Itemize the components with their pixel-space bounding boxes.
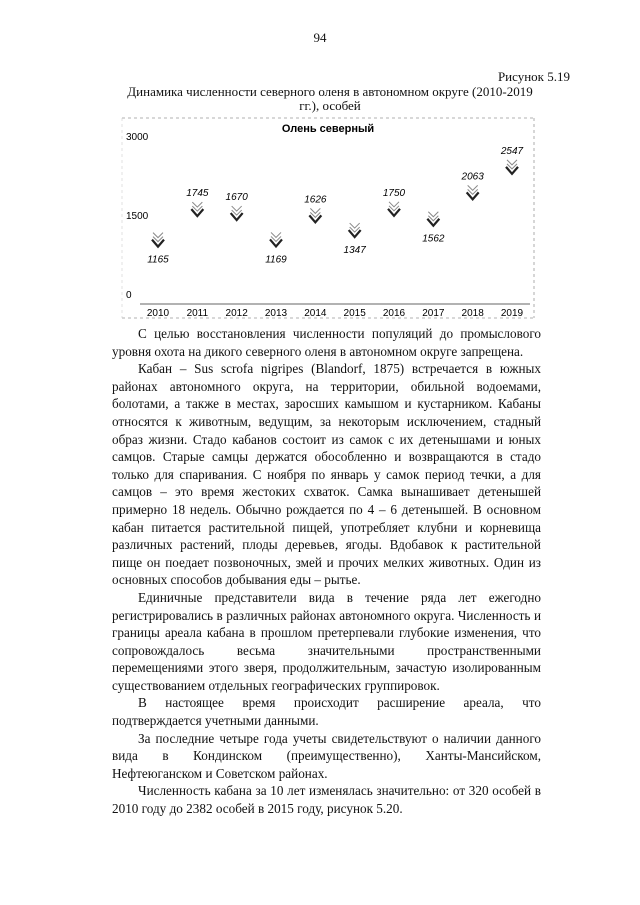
x-tick-label-2010: 2010 [146,308,170,319]
data-label-2014: 1626 [304,194,327,206]
data-label-2011: 1745 [186,188,209,200]
marker-shadow-2012 [232,206,242,215]
page-number: 94 [313,30,327,45]
marker-shadow-2014 [310,208,320,217]
data-label-2012: 1670 [225,192,248,204]
data-label-2019: 2547 [500,145,524,157]
data-label-2013: 1169 [265,254,287,266]
chart [120,116,536,320]
paragraph-6: Численность кабана за 10 лет изменялась значительно: от 320 особей в 2010 году до 2382 особей в 2015 году, рисунок 5.20. [112,783,541,817]
marker-shadow-2011 [192,202,202,211]
x-tick-label-2015: 2015 [343,308,366,319]
marker-shadow-2016 [389,202,399,211]
marker-2019 [506,167,518,174]
chart-svg [120,116,536,320]
paragraph-4: В настоящее время происходит расширение ареала, что подтверждается учетными данными. [112,695,541,729]
x-tick-label-2017: 2017 [422,308,445,319]
y-tick-label-0: 0 [126,290,132,301]
marker-2017 [427,219,439,226]
marker-shadow-2017 [428,212,438,221]
x-tick-label-2014: 2014 [304,308,327,319]
paragraph-1: С целью восстановления численности популяций до промыслового уровня охота на дикого северного оленя в автономном округе запрещена. [112,326,541,359]
marker-2011 [191,209,203,216]
paragraph-2: Кабан – Sus scrofa nigripes (Blandorf, 1875) встречается в южных районах автономного округа, на территории, обильной водоемами, болотами, а также в местах, заросших камышом и кустарником. Кабаны относятся к животным, ведущим, за некоторым исключением, стадный образ жизни. Стадо кабанов состоит из самок с их детенышами и юных самцов. Старые самцы держатся обособленно и возвращаются в стадо только для спаривания. С ноября по январь у самок период течки, а для самцов – это время жестоких схваток. Самка вынашивает детенышей примерно 18 недель. Обычно рождается по 4 – 6 детенышей. В основном кабан питается растительной пищей, употребляет клубни и корневища различных растений, плоды деревьев, ягоды. Вдобавок к растительной пище он поедает позвоночных, змей и прочих мелких животных. Один из основных способов добывания еды – рытье. [112,361,541,588]
x-tick-label-2011: 2011 [186,308,209,319]
figure-caption: Динамика численности северного оленя в автономном округе (2010-2019 гг.), особей [127,84,533,113]
x-tick-label-2019: 2019 [500,308,524,319]
data-label-2010: 1165 [147,254,169,266]
data-label-2016: 1750 [382,187,406,199]
x-tick-label-2018: 2018 [461,308,484,319]
marker-shadow-2018 [468,185,478,194]
x-tick-label-2012: 2012 [225,308,248,319]
marker-2012 [231,213,243,220]
marker-2015 [349,230,361,237]
data-label-2018: 2063 [461,171,484,183]
body-text [112,325,541,818]
marker-2013 [270,239,282,246]
marker-shadow-2010 [153,233,163,242]
x-tick-label-2016: 2016 [382,308,406,319]
marker-2016 [388,209,400,216]
x-tick-label-2013: 2013 [264,308,288,319]
data-label-2017: 1562 [422,233,445,245]
y-tick-label-2: 3000 [126,132,149,143]
figure-label: Рисунок 5.19 [497,69,570,84]
paragraph-5: За последние четыре года учеты свидетельствуют о наличии данного вида в Кондинском (преимущественно), Ханты-Мансийском, Нефтеюганском и Советском районах. [112,730,541,781]
y-tick-label-1: 1500 [126,211,149,222]
marker-shadow-2013 [271,232,281,241]
marker-2010 [152,240,164,247]
marker-2018 [467,192,479,199]
data-label-2015: 1347 [343,245,366,257]
marker-shadow-2015 [350,223,360,232]
chart-title: Олень северный [281,123,375,135]
paragraph-3: Единичные представители вида в течение ряда лет ежегодно регистрировались в различных районах автономного округа. Численность и границы ареала кабана в прошлом претерпевали глубокие изменения, что сопровождалось весьма значительными пространственными перемещениями этого зверя, продолжительным, зачастую изолированным существованием отдельных географических группировок. [112,589,541,693]
marker-2014 [309,215,321,222]
marker-shadow-2019 [507,160,517,169]
